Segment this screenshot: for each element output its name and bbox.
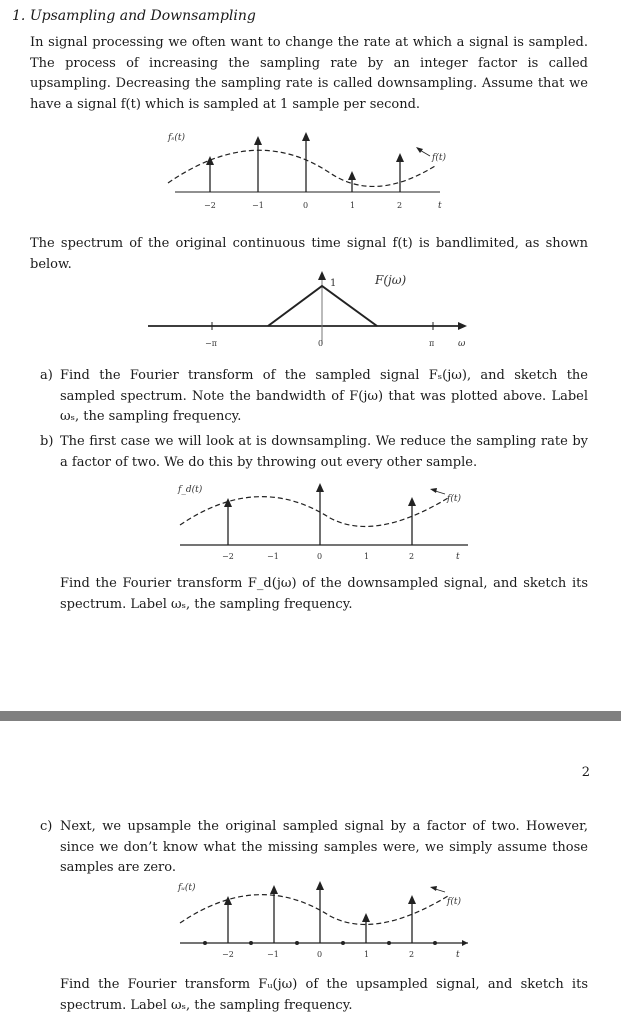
fig1-tick: 2 bbox=[397, 201, 403, 210]
part-a-text: Find the Fourier transform of the sampled signal Fₛ(jω), and sketch the sampled spectrum. Note the bandwidth of F(jω) that was plotted above. Label ωₛ, the sampling frequency. bbox=[60, 368, 588, 424]
fig1-stems bbox=[206, 132, 404, 192]
part-b bbox=[40, 432, 588, 473]
fig1-arrowhead bbox=[396, 153, 404, 162]
fig2-yaxis-arrow bbox=[318, 271, 326, 280]
intro-paragraph: In signal processing we often want to change the rate at which a signal is sampled. The process of increasing the sampling rate by an integer factor is called upsampling. Decreasing the sampling rate is called downsampling. Assume that we have a signal f(t) which is sampled at 1 sample per second. bbox=[30, 35, 588, 112]
fig4-zero-dot bbox=[433, 941, 437, 945]
part-a-label: a) bbox=[40, 368, 53, 383]
fig2-xlabel: ω bbox=[458, 339, 466, 349]
problem-title: Upsampling and Downsampling bbox=[29, 8, 256, 24]
fig3-ylabel: f_d(t) bbox=[178, 485, 203, 495]
fig4-ylabel: fᵤ(t) bbox=[178, 883, 196, 893]
fig4-curve-label: f(t) bbox=[447, 897, 461, 907]
fig4-tick: 2 bbox=[409, 950, 415, 959]
fig4-arrowhead bbox=[408, 895, 416, 904]
fig1-curve-label: f(t) bbox=[432, 153, 446, 163]
fig4-stems bbox=[224, 881, 416, 943]
fig1-ylabel: fₛ(t) bbox=[168, 133, 186, 143]
spectrum-paragraph: The spectrum of the original continuous time signal f(t) is bandlimited, as shown below. bbox=[30, 236, 588, 272]
part-c bbox=[40, 817, 588, 879]
figure-upsampled-signal bbox=[0, 878, 621, 970]
part-b-followup bbox=[40, 574, 588, 615]
fig3-curve bbox=[180, 497, 448, 527]
fig1-arrowhead bbox=[302, 132, 310, 141]
fig1-arrowhead bbox=[206, 156, 214, 165]
fig1-curve bbox=[168, 150, 435, 186]
fig2-spectrum-label: F(jω) bbox=[375, 273, 407, 287]
fig3-tick: 0 bbox=[317, 552, 323, 561]
fig4-curve bbox=[180, 895, 448, 925]
fig4-arrowhead bbox=[270, 885, 278, 894]
fig1-xlabel: t bbox=[438, 201, 442, 211]
figure-spectrum bbox=[0, 264, 621, 354]
part-b-text: The first case we will look at is downsampling. We reduce the sampling rate by a factor of two. We do this by throwing out every other sample. bbox=[60, 434, 588, 470]
fig4-zero-dot bbox=[341, 941, 345, 945]
problem-number: 1. bbox=[12, 8, 26, 24]
fig4-zero-dot bbox=[387, 941, 391, 945]
fig1-pointer-head bbox=[416, 147, 423, 153]
fig1-tick: −2 bbox=[204, 201, 216, 210]
fig4-arrowhead bbox=[362, 913, 370, 922]
part-c-followup bbox=[40, 975, 588, 1016]
fig4-zero-dot bbox=[249, 941, 253, 945]
fig4-arrowhead bbox=[316, 881, 324, 890]
page-separator bbox=[0, 711, 621, 721]
fig2-axis-arrow bbox=[458, 322, 467, 330]
page-number: 2 bbox=[581, 765, 590, 780]
fig3-stems bbox=[224, 483, 416, 545]
fig2-peak-label: 1 bbox=[330, 278, 337, 289]
fig4-xlabel: t bbox=[456, 950, 460, 960]
fig2-tick: π bbox=[429, 339, 435, 348]
part-a bbox=[40, 366, 588, 428]
fig4-axis-arrow bbox=[462, 940, 468, 946]
fig3-arrowhead bbox=[316, 483, 324, 492]
problem-heading bbox=[12, 8, 256, 24]
fig1-tick: −1 bbox=[252, 201, 264, 210]
fig4-zero-dot bbox=[203, 941, 207, 945]
fig3-pointer-head bbox=[430, 488, 437, 493]
fig1-arrowhead bbox=[348, 171, 356, 180]
fig4-pointer-head bbox=[430, 886, 437, 891]
fig2-tick: −π bbox=[205, 339, 217, 348]
part-b-label: b) bbox=[40, 434, 54, 449]
figure-sampled-signal bbox=[0, 128, 621, 218]
fig3-xlabel: t bbox=[456, 552, 460, 562]
part-c-label: c) bbox=[40, 819, 53, 834]
fig1-tick: 0 bbox=[303, 201, 309, 210]
fig3-tick: 1 bbox=[364, 552, 370, 561]
fig4-tick: −1 bbox=[267, 950, 279, 959]
fig4-tick: 1 bbox=[364, 950, 370, 959]
fig3-tick: −1 bbox=[267, 552, 279, 561]
fig2-tick: 0 bbox=[318, 339, 324, 348]
fig4-tick: 0 bbox=[317, 950, 323, 959]
part-c-followup-text: Find the Fourier transform Fᵤ(jω) of the upsampled signal, and sketch its spectrum. Label ωₛ, the sampling frequency. bbox=[60, 977, 588, 1013]
fig1-tick: 1 bbox=[350, 201, 356, 210]
fig3-arrowhead bbox=[408, 497, 416, 506]
fig3-tick: 2 bbox=[409, 552, 415, 561]
part-b-followup-text: Find the Fourier transform F_d(jω) of the downsampled signal, and sketch its spectrum. Label ωₛ, the sampling frequency. bbox=[60, 576, 588, 612]
figure-downsampled-signal bbox=[0, 480, 621, 570]
part-c-text: Next, we upsample the original sampled signal by a factor of two. However, since we don’t know what the missing samples were, we simply assume those samples are zero. bbox=[60, 819, 588, 875]
fig4-zero-dot bbox=[295, 941, 299, 945]
fig3-curve-label: f(t) bbox=[447, 494, 461, 504]
fig1-arrowhead bbox=[254, 136, 262, 145]
fig3-tick: −2 bbox=[222, 552, 234, 561]
fig4-tick: −2 bbox=[222, 950, 234, 959]
